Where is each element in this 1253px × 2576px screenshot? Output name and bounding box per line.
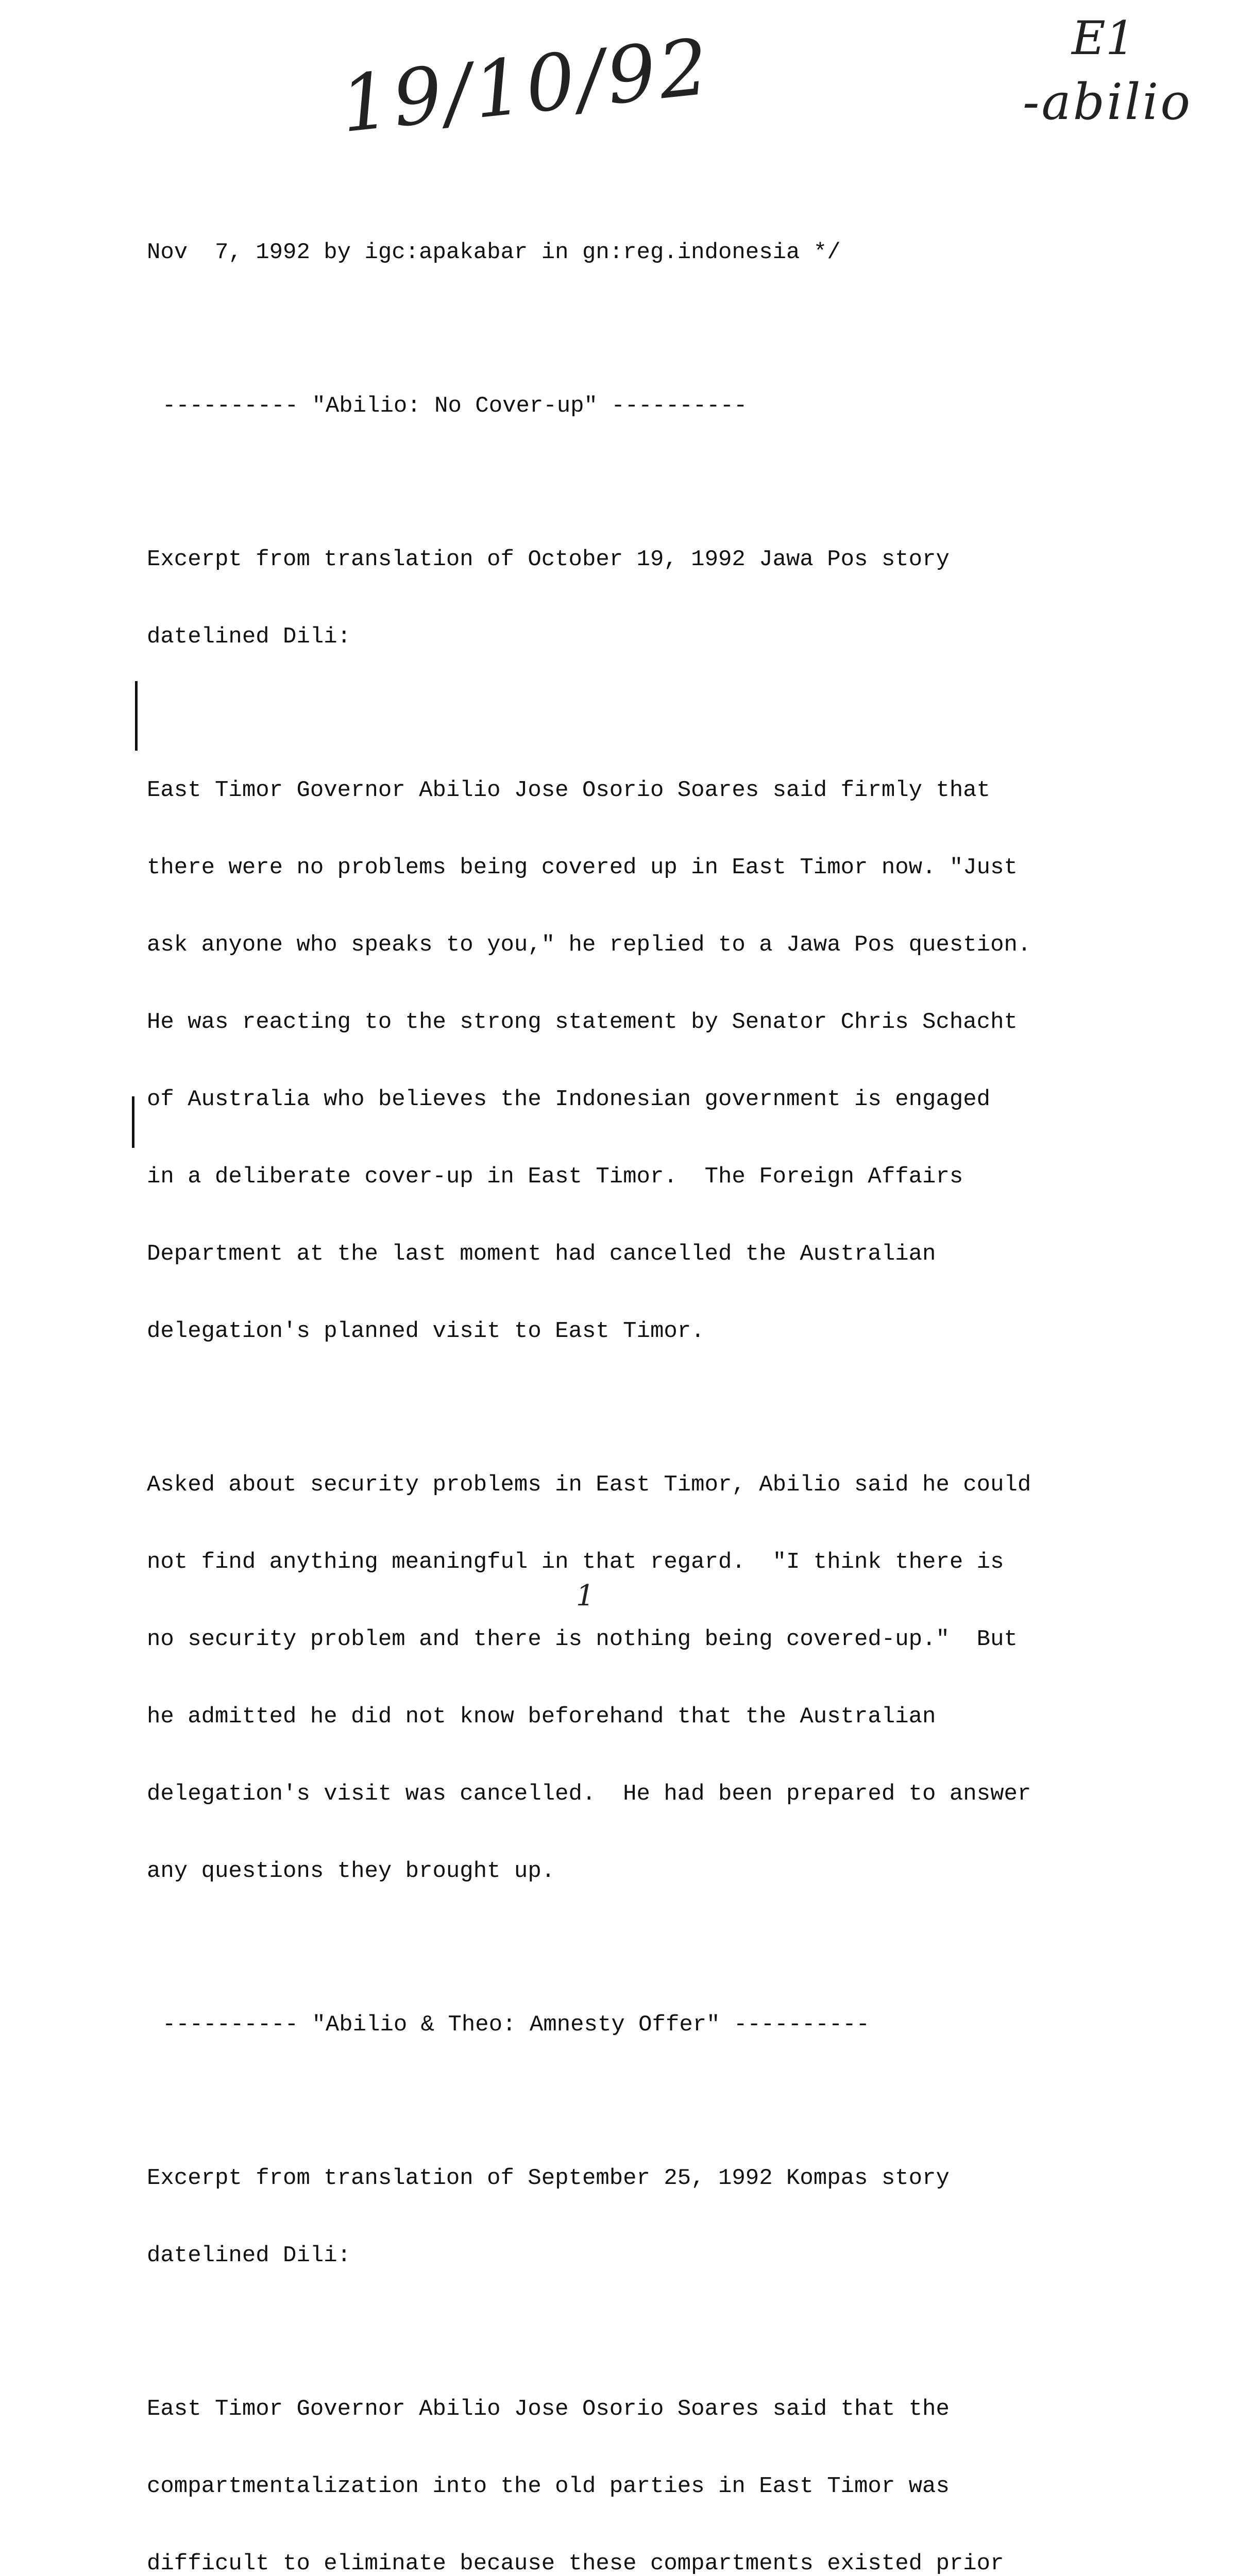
section2-intro-line: datelined Dili: [147,2243,351,2268]
section1-intro-line: Excerpt from translation of October 19, 1992 Jawa Pos story [147,547,950,572]
section2-title: ---------- "Abilio & Theo: Amnesty Offer" ---------- [162,2012,870,2038]
section2-p1-line: compartmentalization into the old parties in East Timor was [147,2473,950,2499]
section1-p1-line: ask anyone who speaks to you," he replied to a Jawa Pos question. [147,932,1031,958]
section1-p2-line: he admitted he did not know beforehand that the Australian [147,1704,936,1730]
section1-p1-line: delegation's planned visit to East Timor. [147,1318,705,1344]
section1-p1-line: East Timor Governor Abilio Jose Osorio Soares said firmly that [147,777,991,803]
handwritten-date: 19/10/92 [336,22,716,150]
margin-mark [132,1096,134,1148]
handwritten-code: E1 [1072,11,1135,65]
section1-p2-line: any questions they brought up. [147,1858,555,1884]
section2-p1-line: difficult to eliminate because these compartments existed prior [147,2551,1004,2576]
section1-title: ---------- "Abilio: No Cover-up" ---------- [162,393,748,419]
section1-p2-line: Asked about security problems in East Timor, Abilio said he could [147,1472,1031,1498]
section1-p2-line: no security problem and there is nothing being covered-up." But [147,1626,1018,1652]
section1-p1-line: there were no problems being covered up in East Timor now. "Just [147,855,1018,880]
section1-p1-line: of Australia who believes the Indonesian government is engaged [147,1087,991,1112]
section2-p1-line: East Timor Governor Abilio Jose Osorio Soares said that the [147,2396,950,2422]
page-number: 1 [576,1579,595,1613]
handwritten-name: -abilio [1023,73,1193,131]
document-body [147,188,1218,2576]
section1-intro-line: datelined Dili: [147,624,351,650]
section1-p1-line: Department at the last moment had cancelled the Australian [147,1241,936,1267]
section1-p2-line: not find anything meaningful in that regard. "I think there is [147,1549,1004,1575]
section1-p1-line: He was reacting to the strong statement by Senator Chris Schacht [147,1009,1018,1035]
margin-mark [135,681,138,751]
section1-p2-line: delegation's visit was cancelled. He had been prepared to answer [147,1781,1031,1807]
header-line: Nov 7, 1992 by igc:apakabar in gn:reg.indonesia */ [147,240,841,265]
section2-intro-line: Excerpt from translation of September 25, 1992 Kompas story [147,2165,950,2191]
section1-p1-line: in a deliberate cover-up in East Timor. The Foreign Affairs [147,1164,963,1190]
